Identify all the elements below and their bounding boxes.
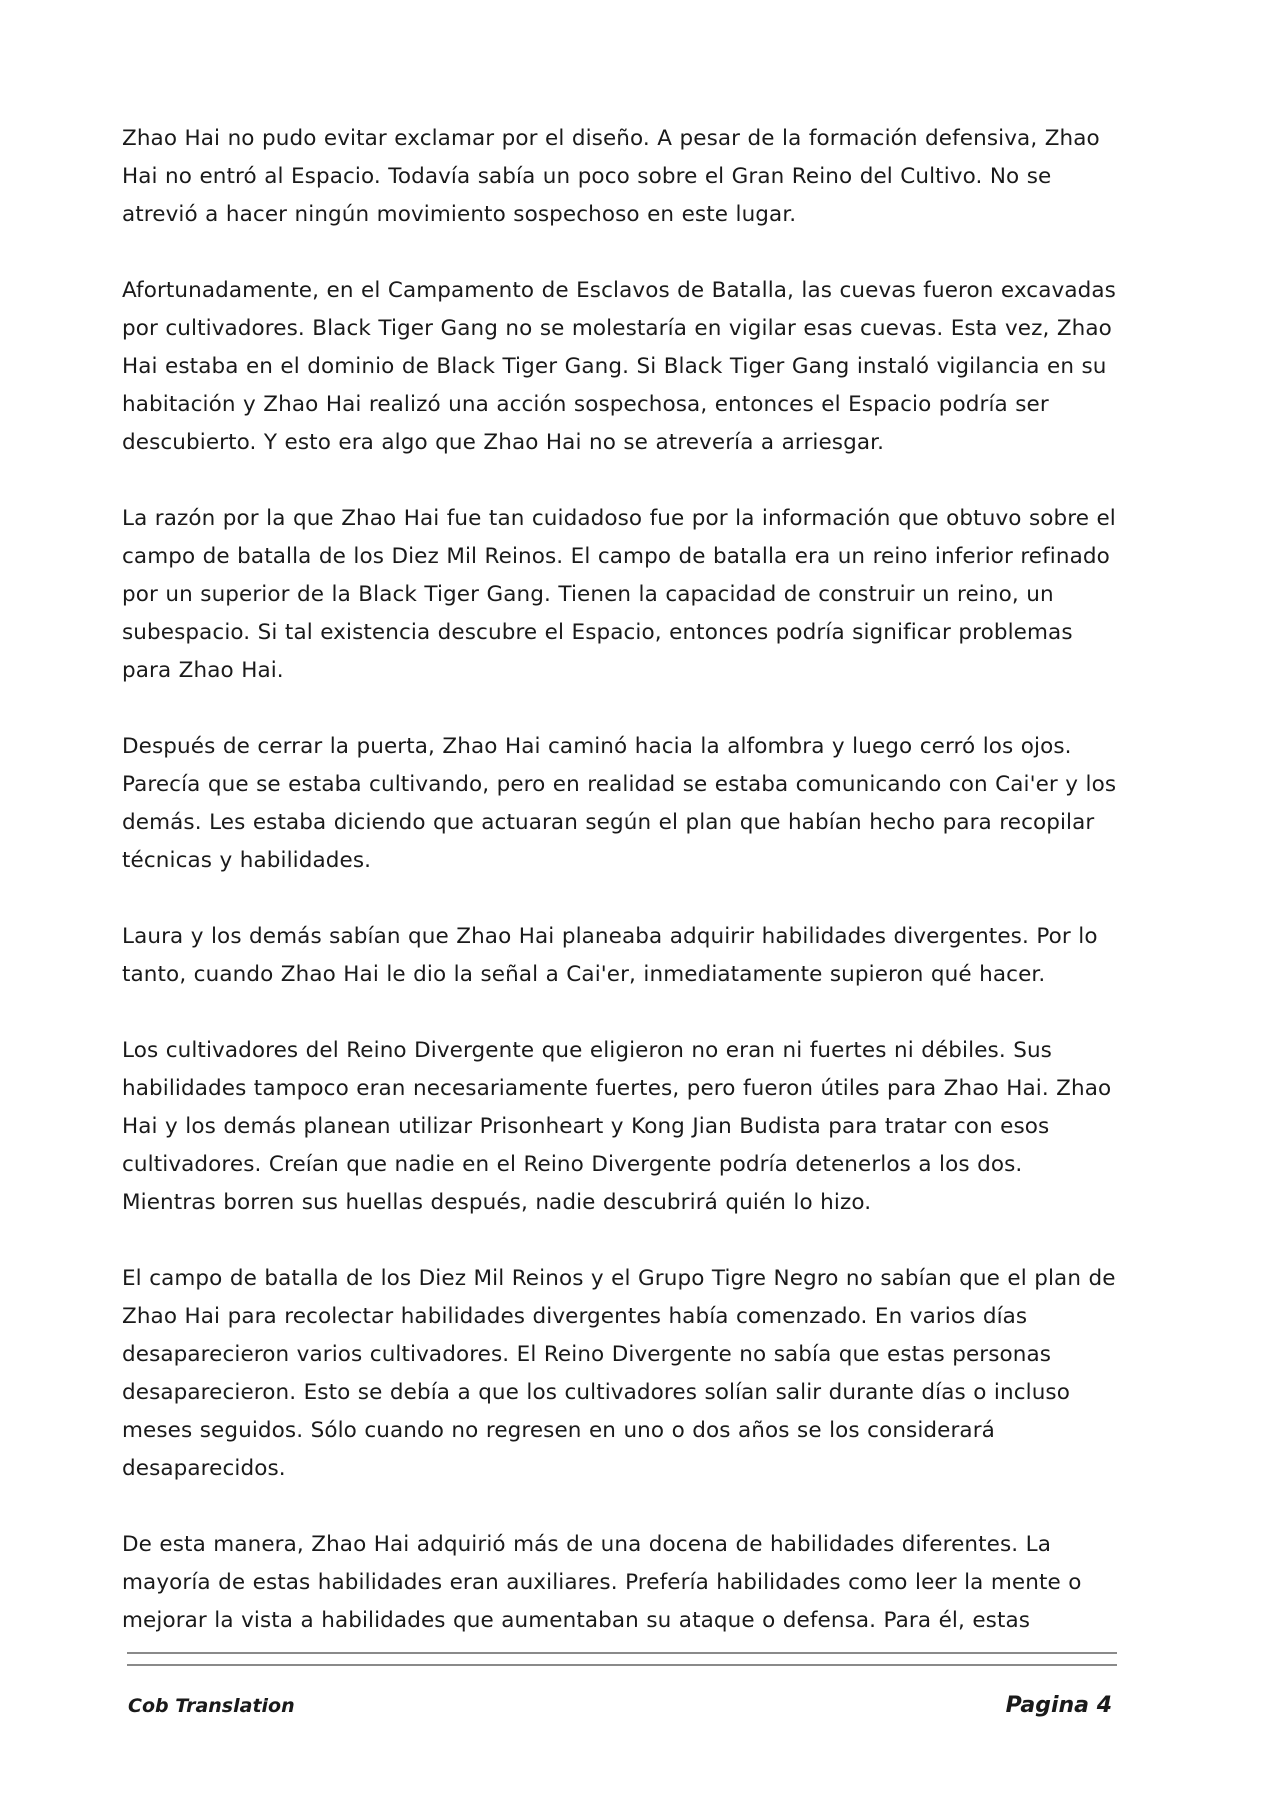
paragraph: El campo de batalla de los Diez Mil Reinos y el Grupo Tigre Negro no sabían que el plan de Zhao Hai para recolectar habilidades divergentes había comenzado. En varios días desaparecieron varios cultivadores. El Reino Divergente no sabía que estas personas desaparecieron. Esto se debía a que los cultivadores solían salir durante días o incluso meses seguidos. Sólo cuando no regresen en uno o dos años se los considerará desaparecidos.: [122, 1266, 1116, 1481]
document-body: [122, 120, 1122, 1678]
footer-translator-credit: Cob Translation: [128, 1695, 295, 1717]
paragraph: De esta manera, Zhao Hai adquirió más de una docena de habilidades diferentes. La mayoría de estas habilidades eran auxiliares. Prefería habilidades como leer la mente o mejorar la vista a habilidades que aumentaban su ataque o defensa. Para él, estas: [122, 1532, 1082, 1633]
footer-divider-top: [127, 1652, 1117, 1654]
paragraph: Los cultivadores del Reino Divergente que eligieron no eran ni fuertes ni débiles. Sus habilidades tampoco eran necesariamente fuertes, pero fueron útiles para Zhao Hai. Zhao Hai y los demás planean utilizar Prisonheart y Kong Jian Budista para tratar con esos cultivadores. Creían que nadie en el Reino Divergente podría detenerlos a los dos. Mientras borren sus huellas después, nadie descubrirá quién lo hizo.: [122, 1038, 1112, 1215]
footer-page-number: Pagina 4: [1005, 1693, 1112, 1718]
paragraph: Laura y los demás sabían que Zhao Hai planeaba adquirir habilidades divergentes. Por lo tanto, cuando Zhao Hai le dio la señal a Cai'er, inmediatamente supieron qué hacer.: [122, 924, 1098, 987]
paragraph: Zhao Hai no pudo evitar exclamar por el diseño. A pesar de la formación defensiva, Zhao Hai no entró al Espacio. Todavía sabía un poco sobre el Gran Reino del Cultivo. No se atrevió a hacer ningún movimiento sospechoso en este lugar.: [122, 126, 1100, 227]
footer-divider-bottom: [127, 1664, 1117, 1666]
paragraph: Afortunadamente, en el Campamento de Esclavos de Batalla, las cuevas fueron excavadas por cultivadores. Black Tiger Gang no se molestaría en vigilar esas cuevas. Esta vez, Zhao Hai estaba en el dominio de Black Tiger Gang. Si Black Tiger Gang instaló vigilancia en su habitación y Zhao Hai realizó una acción sospechosa, entonces el Espacio podría ser descubierto. Y esto era algo que Zhao Hai no se atrevería a arriesgar.: [122, 278, 1116, 455]
paragraph: Después de cerrar la puerta, Zhao Hai caminó hacia la alfombra y luego cerró los ojos. Parecía que se estaba cultivando, pero en realidad se estaba comunicando con Cai'er y los demás. Les estaba diciendo que actuaran según el plan que habían hecho para recopilar técnicas y habilidades.: [122, 734, 1117, 873]
paragraph: La razón por la que Zhao Hai fue tan cuidadoso fue por la información que obtuvo sobre el campo de batalla de los Diez Mil Reinos. El campo de batalla era un reino inferior refinado por un superior de la Black Tiger Gang. Tienen la capacidad de construir un reino, un subespacio. Si tal existencia descubre el Espacio, entonces podría significar problemas para Zhao Hai.: [122, 506, 1116, 683]
